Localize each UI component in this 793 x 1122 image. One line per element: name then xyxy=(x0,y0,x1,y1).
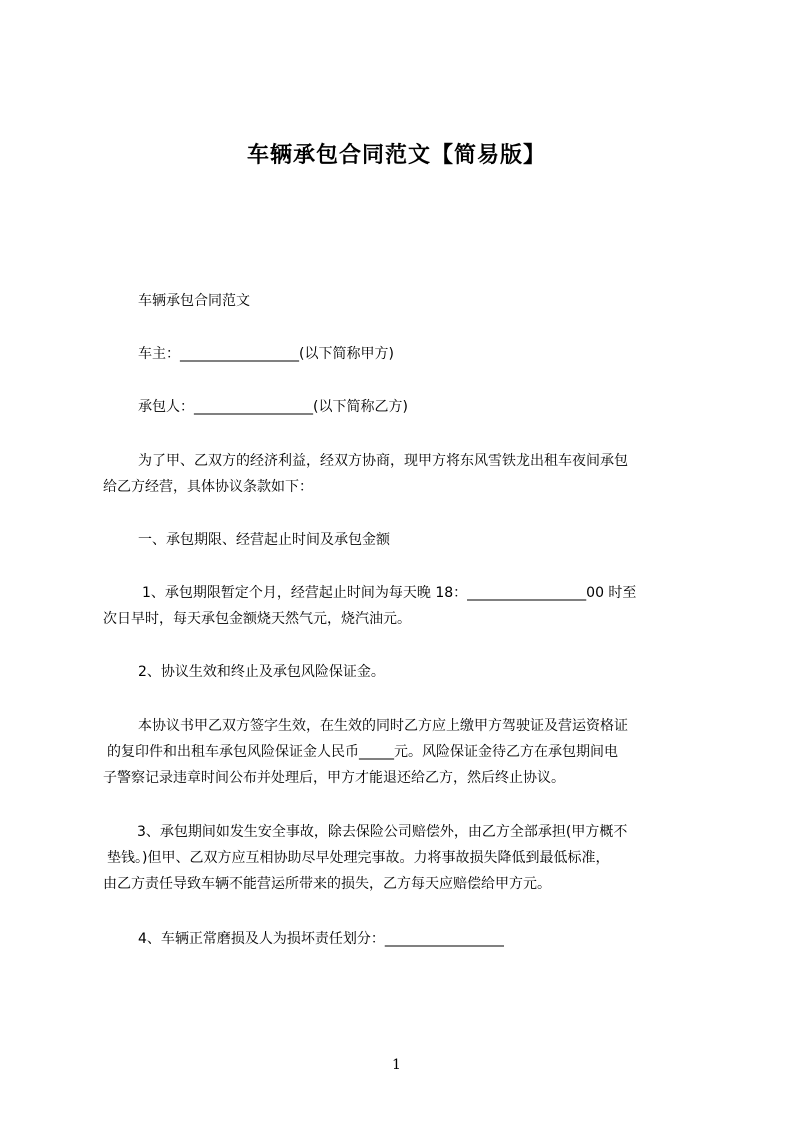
clause-2-line-2: 的复印件和出租车承包风险保证金人民币_____元。风险保证金待乙方在承包期间电 xyxy=(107,744,618,760)
intro-line-2: 给乙方经营，具体协议条款如下： xyxy=(103,479,313,495)
clause-1 xyxy=(103,580,703,632)
clause-1-line-2: 次日早时，每天承包金额烧天然气元，烧汽油元。 xyxy=(103,611,411,627)
owner-line: 车主：_________________(以下简称甲方) xyxy=(138,346,394,362)
clause-3-line-1: 3、承包期间如发生安全事故，除去保险公司赔偿外，由乙方全部承担(甲方概不 xyxy=(137,824,628,840)
clause-3-line-2: 垫钱。)但甲、乙双方应互相协助尽早处理完事故。力将事故损失降低到最低标准， xyxy=(107,850,610,866)
page-number: 1 xyxy=(392,1057,401,1073)
clause-3-line-3: 由乙方责任导致车辆不能营运所带来的损失，乙方每天应赔偿给甲方元。 xyxy=(103,876,551,892)
clause-2-line-3: 子警察记录违章时间公布并处理后，甲方才能退还给乙方，然后终止协议。 xyxy=(103,770,565,786)
intro-paragraph xyxy=(103,448,703,500)
document-title: 车辆承包合同范文【简易版】 xyxy=(246,143,546,168)
clause-2-paragraph xyxy=(103,713,703,791)
clause-3 xyxy=(103,819,703,897)
clause-4: 4、车辆正常磨损及人为损坏责任划分：_________________ xyxy=(138,931,504,947)
section-1-heading: 一、承包期限、经营起止时间及承包金额 xyxy=(138,532,390,548)
clause-2-line-1: 本协议书甲乙双方签字生效，在生效的同时乙方应上缴甲方驾驶证及营运资格证 xyxy=(138,718,628,734)
clause-2-heading: 2、协议生效和终止及承包风险保证金。 xyxy=(138,664,385,680)
contractor-line: 承包人：_________________(以下简称乙方) xyxy=(138,399,408,415)
clause-1-line-1: 1、承包期限暂定个月，经营起止时间为每天晚 18：_________________00 时至 xyxy=(142,585,637,601)
contract-heading: 车辆承包合同范文 xyxy=(138,293,250,309)
intro-line-1: 为了甲、乙双方的经济利益，经双方协商，现甲方将东风雪铁龙出租车夜间承包 xyxy=(138,453,628,469)
